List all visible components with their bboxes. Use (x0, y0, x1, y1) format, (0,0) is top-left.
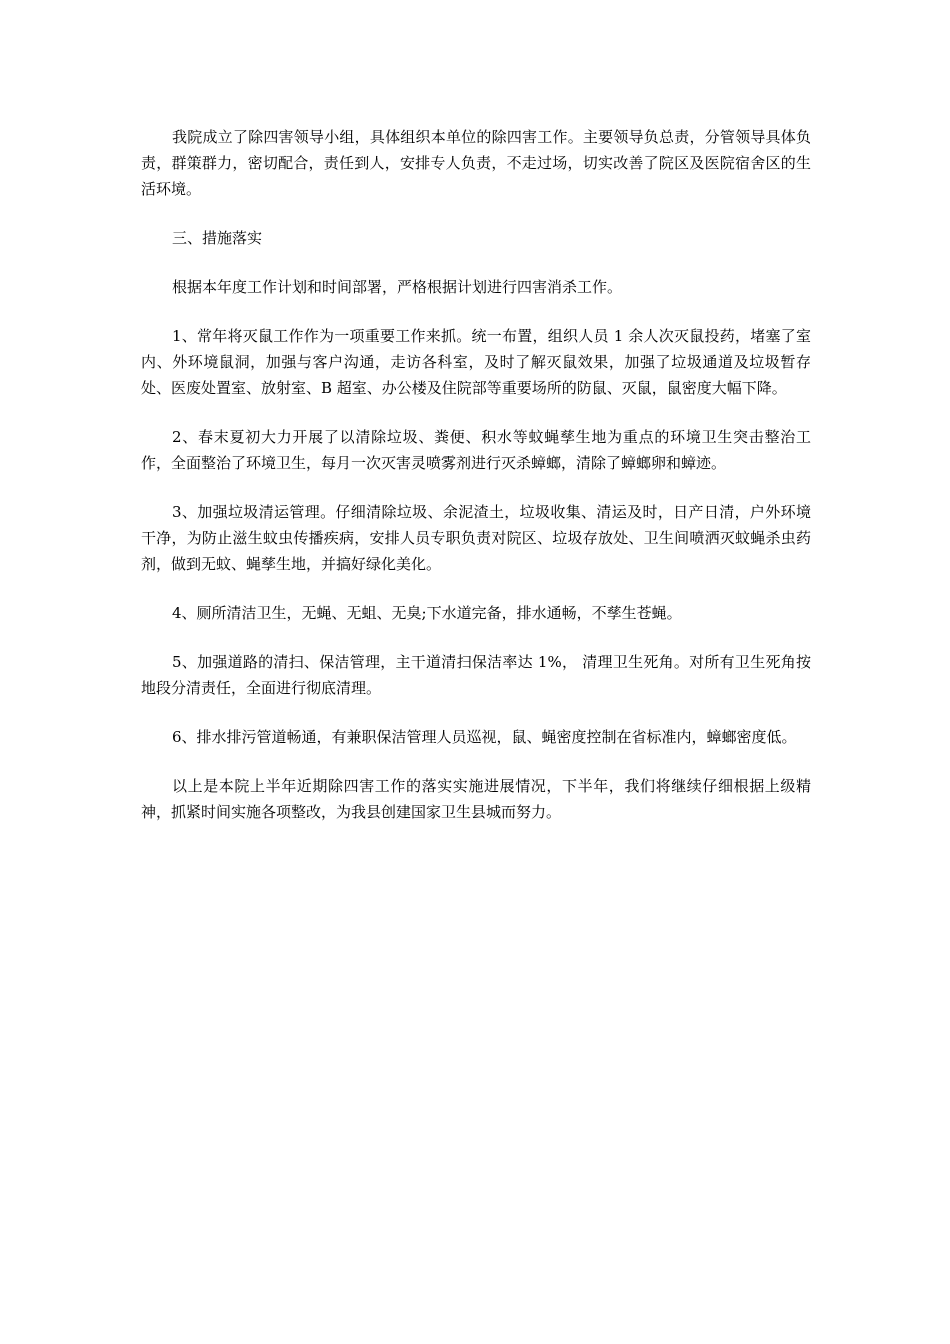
paragraph-conclusion: 以上是本院上半年近期除四害工作的落实实施进展情况，下半年，我们将继续仔细根据上级精神，抓紧时间实施各项整改，为我县创建国家卫生县城而努力。 (141, 777, 811, 821)
document-body (141, 124, 811, 848)
paragraph-item-3-garbage: 3、加强垃圾清运管理。仔细清除垃圾、余泥渣土，垃圾收集、清运及时，日产日清，户外环境干净，为防止滋生蚊虫传播疾病，安排人员专职负责对院区、垃圾存放处、卫生间喷洒灭蚊蝇杀虫药剂，做到无蚊、蝇孳生地，并搞好绿化美化。 (141, 503, 811, 573)
section-heading-measures: 三、措施落实 (172, 229, 263, 247)
paragraph-item-1-rodent-control: 1、常年将灭鼠工作作为一项重要工作来抓。统一布置，组织人员 1 余人次灭鼠投药，堵塞了室内、外环境鼠洞，加强与客户沟通，走访各科室，及时了解灭鼠效果，加强了垃圾通道及垃圾暂存处、医废处置室、放射室、B 超室、办公楼及住院部等重要场所的防鼠、灭鼠，鼠密度大幅下降。 (141, 327, 811, 397)
paragraph-leadership-group: 我院成立了除四害领导小组，具体组织本单位的除四害工作。主要领导负总责，分管领导具体负责，群策群力，密切配合，责任到人，安排专人负责，不走过场，切实改善了院区及医院宿舍区的生活环境。 (141, 128, 811, 198)
paragraph-work-plan: 根据本年度工作计划和时间部署，严格根据计划进行四害消杀工作。 (172, 278, 623, 296)
paragraph-item-2-environment: 2、春末夏初大力开展了以清除垃圾、粪便、积水等蚊蝇孳生地为重点的环境卫生突击整治工作，全面整治了环境卫生，每月一次灭害灵喷雾剂进行灭杀蟑螂，清除了蟑螂卵和蟑迹。 (141, 428, 811, 472)
paragraph-item-6-drainage: 6、排水排污管道畅通，有兼职保洁管理人员巡视，鼠、蝇密度控制在省标准内，蟑螂密度低。 (172, 728, 797, 746)
paragraph-item-4-toilets: 4、厕所清洁卫生，无蝇、无蛆、无臭;下水道完备，排水通畅，不孳生苍蝇。 (172, 604, 682, 622)
paragraph-item-5-roads: 5、加强道路的清扫、保洁管理，主干道清扫保洁率达 1%， 清理卫生死角。对所有卫生死角按地段分清责任，全面进行彻底清理。 (141, 653, 811, 697)
